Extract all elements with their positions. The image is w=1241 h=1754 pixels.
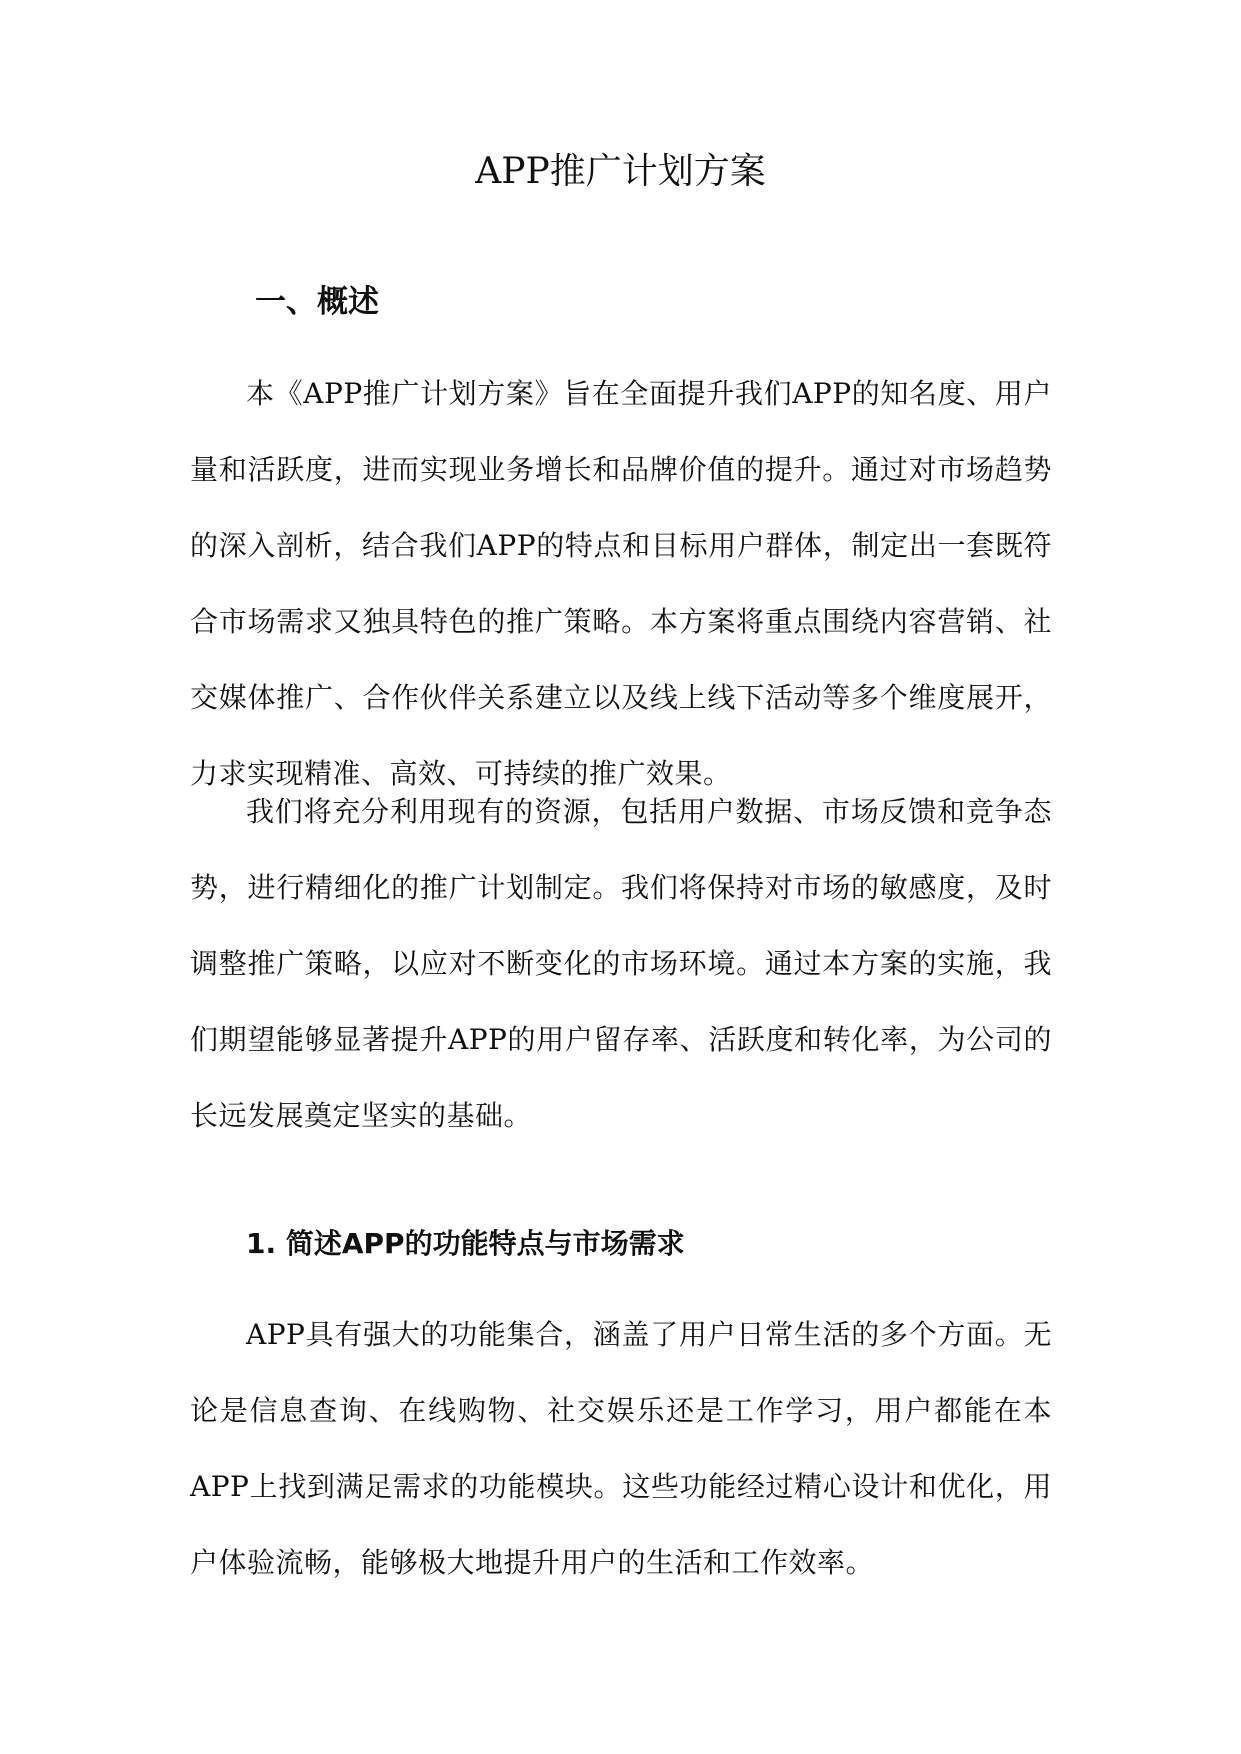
subsection-heading-features: 1. 简述APP的功能特点与市场需求 [246,1227,685,1260]
overview-paragraph-2: 我们将充分利用现有的资源，包括用户数据、市场反馈和竞争态势，进行精细化的推广计划制定。我们将保持对市场的敏感度，及时调整推广策略，以应对不断变化的市场环境。通过本方案的实施，我们期望能够显著提升APP的用户留存率、活跃度和转化率，为公司的长远发展奠定坚实的基础。 [190,795,1052,1132]
document-title: APP推广计划方案 [475,151,766,192]
overview-paragraph-1: 本《APP推广计划方案》旨在全面提升我们APP的知名度、用户量和活跃度，进而实现业务增长和品牌价值的提升。通过对市场趋势的深入剖析，结合我们APP的特点和目标用户群体，制定出一套既符合市场需求又独具特色的推广策略。本方案将重点围绕内容营销、社交媒体推广、合作伙伴关系建立以及线上线下活动等多个维度展开，力求实现精准、高效、可持续的推广效果。 [190,377,1052,790]
features-paragraph-1: APP具有强大的功能集合，涵盖了用户日常生活的多个方面。无论是信息查询、在线购物、社交娱乐还是工作学习，用户都能在本APP上找到满足需求的功能模块。这些功能经过精心设计和优化，用户体验流畅，能够极大地提升用户的生活和工作效率。 [190,1318,1052,1579]
section-heading-overview: 一、概述 [255,284,379,320]
